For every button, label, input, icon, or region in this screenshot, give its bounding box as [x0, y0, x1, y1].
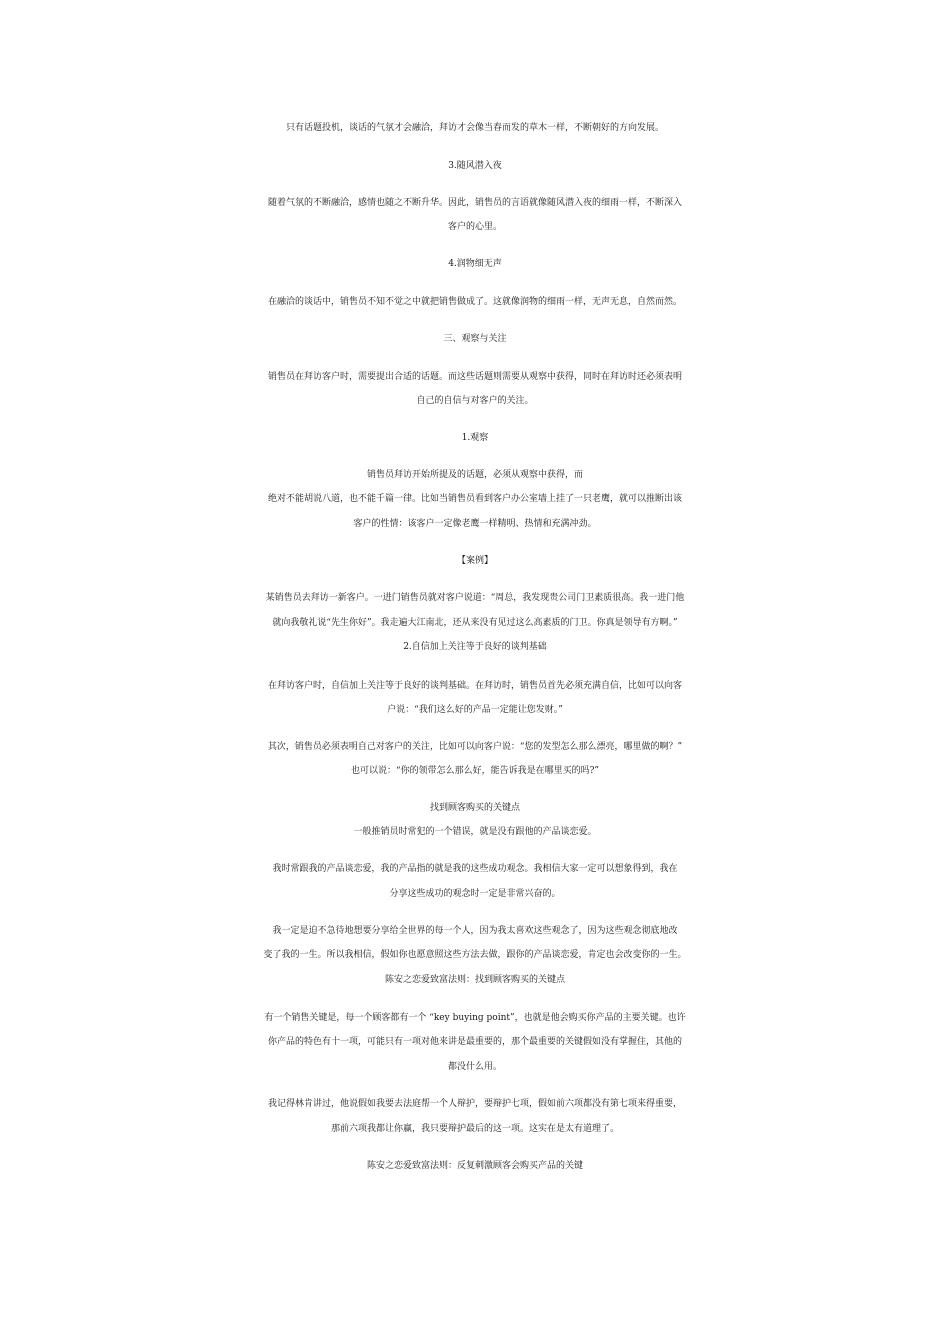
- paragraph-line: 随着气氛的不断融洽，感情也随之不断升华。因此，销售员的言语就像随风潜入夜的细雨一样，不断深入: [267, 198, 682, 208]
- paragraph-line: 就向我敬礼说“先生你好”。我走遍大江南北，还从来没有见过这么高素质的门卫。你真是领导有方啊。”: [272, 618, 678, 628]
- paragraph-line: 户说：“我们这么好的产品一定能让您发财。”: [387, 705, 563, 715]
- section-heading: 三、观察与关注: [443, 334, 507, 344]
- section-heading: 【案例】: [456, 556, 493, 566]
- paragraph-line: 也可以说：“你的领带怎么那么好，能告诉我是在哪里买的吗?”: [350, 766, 600, 776]
- paragraph-line: 销售员在拜访客户时，需要提出合适的话题。而这些话题则需要从观察中获得，同时在拜访时还必须表明: [267, 372, 682, 382]
- paragraph-line: 其次，销售员必须表明自己对客户的关注，比如可以向客户说：“您的发型怎么那么漂亮，哪里做的啊？”: [267, 742, 683, 752]
- section-heading: 找到顾客购买的关键点: [429, 803, 520, 813]
- section-heading: 陈安之恋爱致富法则：找到顾客购买的关键点: [384, 975, 565, 985]
- paragraph-line: 在融洽的谈话中，销售员不知不觉之中就把销售做成了。这就像润物的细雨一样，无声无息，自然而然。: [267, 297, 682, 307]
- paragraph-line: 那前六项我都让你赢，我只要辩护最后的这一项。这实在是太有道理了。: [330, 1124, 619, 1134]
- section-heading: 陈安之恋爱致富法则：反复刺激顾客会购买产品的关键: [366, 1161, 583, 1171]
- paragraph-line: 我时常跟我的产品谈恋爱，我的产品指的就是我的这些成功观念。我相信大家一定可以想象得到，我在: [272, 864, 678, 874]
- section-heading: 2.自信加上关注等于良好的谈判基础: [403, 642, 547, 652]
- paragraph-line: 某销售员去拜访一新客户。一进门销售员就对客户说道：“周总，我发现贵公司门卫素质很高。我一进门他: [265, 593, 685, 603]
- paragraph-line: 分享这些成功的观念时一定是非常兴奋的。: [389, 889, 561, 899]
- paragraph-line: 绝对不能胡说八道，也不能千篇一律。比如当销售员看到客户办公室墙上挂了一只老鹰，就可以推断出该: [267, 494, 682, 504]
- paragraph-line: 自己的自信与对客户的关注。: [416, 396, 534, 406]
- section-heading: 3.随风潜入夜: [448, 161, 502, 171]
- paragraph-line: 客户的性情：该客户一定像老鹰一样精明、热情和充满冲劲。: [353, 519, 597, 529]
- paragraph-line: 客户的心里。: [447, 222, 502, 232]
- section-heading: 4.润物细无声: [448, 259, 502, 269]
- paragraph-line: 我记得林肯讲过，他说假如我要去法庭帮一个人辩护，要辩护七项，假如前六项都没有第七项来得重要，: [267, 1099, 682, 1109]
- paragraph-line: 在拜访客户时，自信加上关注等于良好的谈判基础。在拜访时，销售员首先必须充满自信，比如可以向客: [267, 681, 682, 691]
- paragraph-line: 一般推销员时常犯的一个错误，就是没有跟他的产品谈恋爱。: [353, 827, 597, 837]
- paragraph-line: 变了我的一生。所以我相信，假如你也愿意照这些方法去做，跟你的产品谈恋爱，肯定也会改变你的一生。: [263, 950, 687, 960]
- paragraph-line: 都没什么用。: [447, 1062, 502, 1072]
- paragraph-line: 销售员拜访开始所提及的话题，必须从观察中获得，而: [366, 470, 583, 480]
- paragraph-line: 我一定是迫不急待地想要分享给全世界的每一个人，因为我太喜欢这些观念了，因为这些观念彻底地改: [272, 926, 678, 936]
- paragraph-line: 有一个销售关键是，每一个顾客都有一个 “key buying point”，也就是他会购买你产品的主要关键。也许: [264, 1013, 686, 1023]
- section-heading: 1.观察: [461, 433, 489, 443]
- paragraph-line: 你产品的特色有十一项，可能只有一项对他来讲是最重要的，那个最重要的关键假如没有掌握住，其他的: [267, 1037, 682, 1047]
- paragraph-line: 只有话题投机，谈话的气氛才会融洽，拜访才会像当春而发的草木一样，不断朝好的方向发展。: [285, 123, 664, 133]
